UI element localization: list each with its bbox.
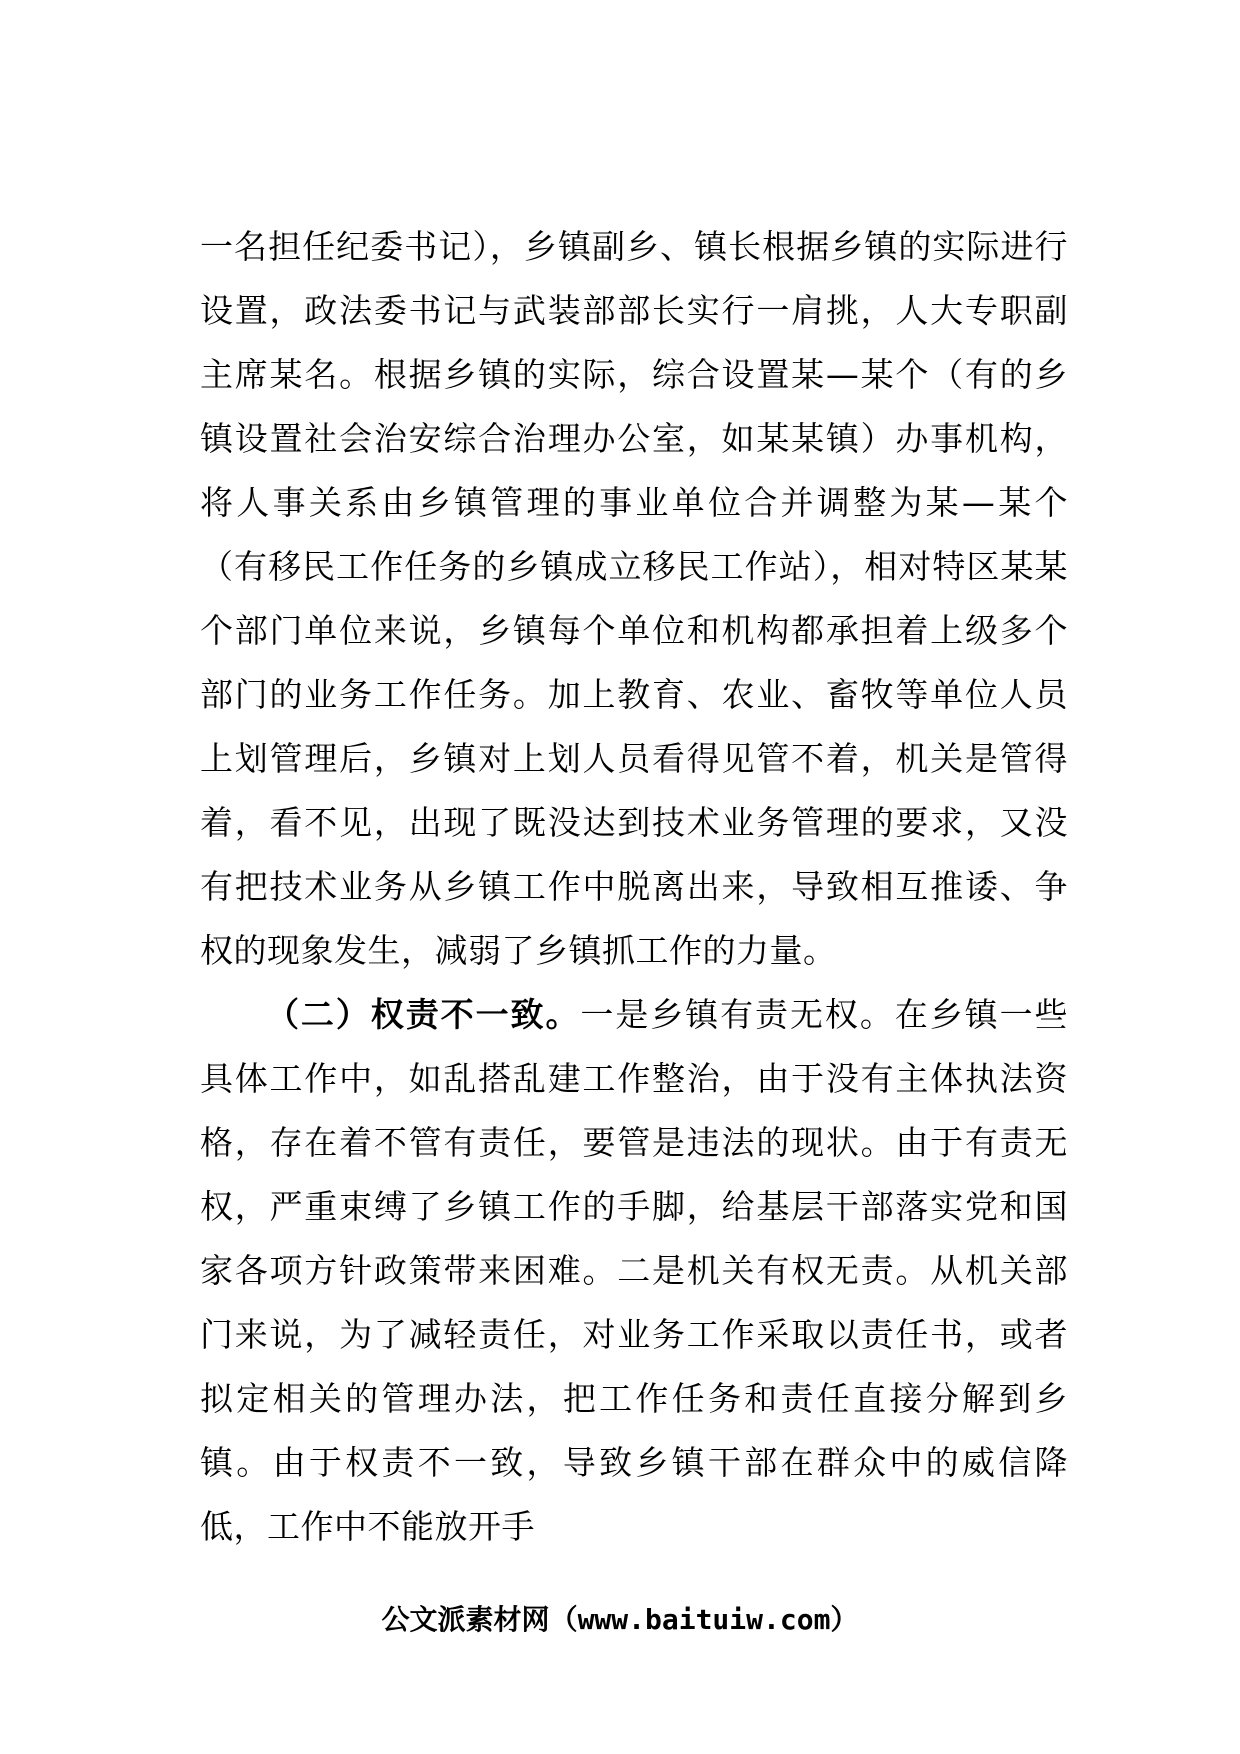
- paragraph-2: [200, 983, 1068, 1559]
- paragraph-1: 一名担任纪委书记），乡镇副乡、镇长根据乡镇的实际进行设置，政法委书记与武装部部长实行一肩挑，人大专职副主席某名。根据乡镇的实际，综合设置某—某个（有的乡镇设置社会治安综合治理办公室，如某某镇）办事机构，将人事关系由乡镇管理的事业单位合并调整为某—某个（有移民工作任务的乡镇成立移民工作站），相对特区某某个部门单位来说，乡镇每个单位和机构都承担着上级多个部门的业务工作任务。加上教育、农业、畜牧等单位人员上划管理后，乡镇对上划人员看得见管不着，机关是管得着，看不见，出现了既没达到技术业务管理的要求，又没有把技术业务从乡镇工作中脱离出来，导致相互推诿、争权的现象发生，减弱了乡镇抓工作的力量。: [200, 227, 1068, 970]
- footer-watermark: [0, 1598, 1240, 1638]
- body-text: [200, 215, 1068, 1559]
- section-heading: （二）权责不一致。: [266, 995, 581, 1034]
- paragraph-2-text: 一是乡镇有责无权。在乡镇一些具体工作中，如乱搭乱建工作整治，由于没有主体执法资格，存在着不管有责任，要管是违法的现状。由于有责无权，严重束缚了乡镇工作的手脚，给基层干部落实党和国家各项方针政策带来困难。二是机关有权无责。从机关部门来说，为了减轻责任，对业务工作采取以责任书，或者拟定相关的管理办法，把工作任务和责任直接分解到乡镇。由于权责不一致，导致乡镇干部在群众中的威信降低，工作中不能放开手: [200, 995, 1069, 1546]
- footer-url: （www.baituiw.com）: [549, 1603, 859, 1636]
- footer-site-name: 公文派素材网: [381, 1603, 550, 1636]
